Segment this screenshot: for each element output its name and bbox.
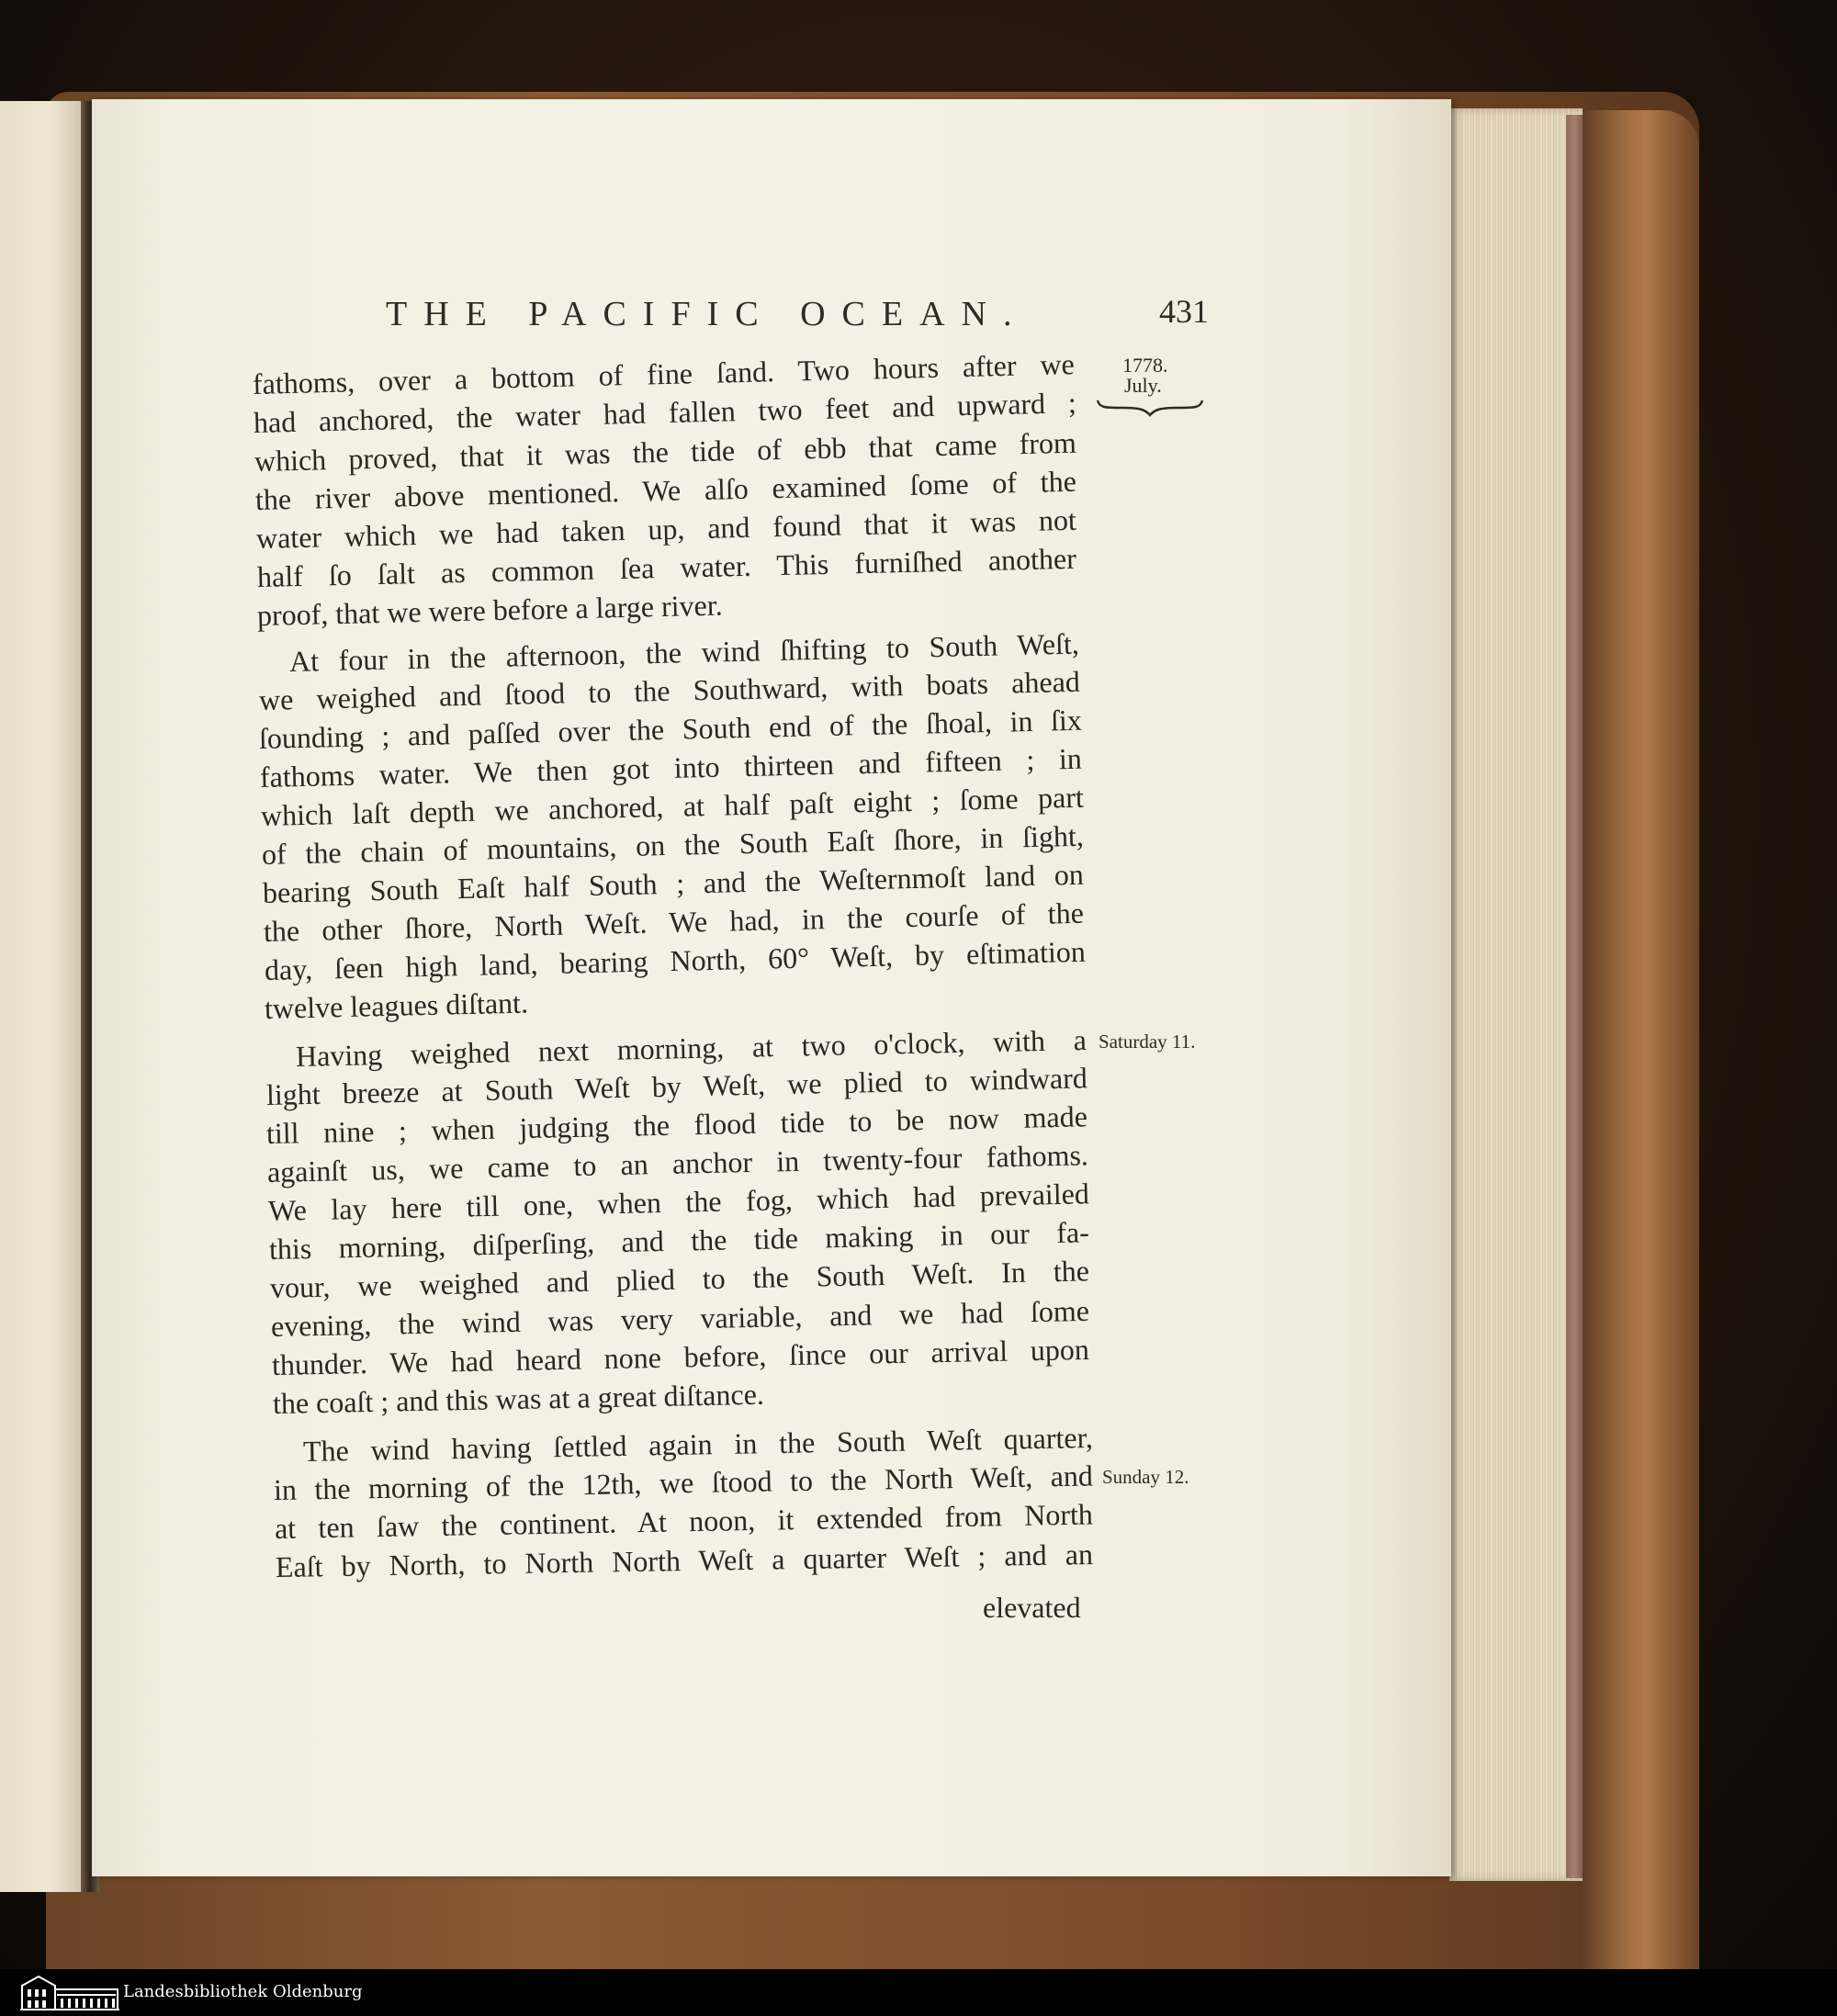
text-line: Having weighed next morning, at two o'clock, with a xyxy=(295,1022,1088,1073)
text-line: day, ſeen high land, bearing North, 60° Weſt, by eſtimation xyxy=(264,934,1087,986)
text-line: evening, the wind was very variable, and we had ſome xyxy=(270,1293,1090,1343)
text-line: fathoms water. We then got into thirteen and fifteen ; in xyxy=(259,741,1083,794)
text-line: twelve leagues diſtant. xyxy=(264,985,529,1025)
page-edge-band xyxy=(1566,115,1583,1878)
text-line: We lay here till one, when the fog, which had prevailed xyxy=(267,1177,1090,1227)
library-building-icon xyxy=(20,1973,119,2011)
text-line: thunder. We had heard none before, ſince our arrival upon xyxy=(271,1332,1090,1381)
text-line: light breeze at South Weſt by Weſt, we plied to windward xyxy=(265,1061,1088,1111)
margin-brace-icon xyxy=(1096,397,1204,417)
text-line: this morning, diſperſing, and the tide making in our fa- xyxy=(268,1215,1090,1266)
text-line: of the chain of mountains, on the South Eaſt ſhore, in ſight, xyxy=(261,818,1085,871)
running-head: THE PACIFIC OCEAN. xyxy=(386,295,1029,333)
text-line: the river above mentioned. We alſo examined ſome of the xyxy=(254,464,1077,516)
text-line: At four in the afternoon, the wind ſhifting to South Weſt, xyxy=(288,626,1080,678)
text-line: The wind having ſettled again in the South Weſt quarter, xyxy=(302,1420,1094,1468)
text-line: fathoms, over a bottom of fine ſand. Two hours after we xyxy=(252,347,1076,400)
text-line: half ſo ſalt as common ſea water. This furniſhed another xyxy=(256,541,1077,593)
margin-note-month: July. xyxy=(1124,374,1162,397)
text-line: the other ſhore, North Weſt. We had, in the courſe of the xyxy=(263,895,1085,948)
leather-edge xyxy=(1580,110,1699,1969)
library-name: Landesbibliothek Oldenburg xyxy=(123,1982,363,2001)
text-line: which laſt depth we anchored, at half paſt eight ; ſome part xyxy=(260,780,1085,832)
margin-note-sunday: Sunday 12. xyxy=(1102,1466,1189,1488)
page-edges xyxy=(1449,108,1583,1881)
text-line: water which we had taken up, and found that it was not xyxy=(255,502,1077,555)
text-line: we weighed and ſtood to the Southward, with boats ahead xyxy=(258,664,1081,716)
text-line: had anchored, the water had fallen two feet and upward ; xyxy=(253,386,1077,439)
text-line: at ten ſaw the continent. At noon, it extended from North xyxy=(274,1497,1094,1545)
text-line: the coaſt ; and this was at a great diſtance. xyxy=(272,1377,765,1420)
text-line: in the morning of the 12th, we ſtood to the North Weſt, and xyxy=(273,1459,1094,1506)
text-line: bearing South Eaſt half South ; and the Weſternmoſt land on xyxy=(262,857,1085,909)
text-line: proof, that we were before a large river. xyxy=(256,588,723,632)
text-line: elevated xyxy=(983,1591,1081,1624)
text-line: ſounding ; and paſſed over the South end of the ſhoal, in ſix xyxy=(258,703,1083,755)
text-line: againſt us, we came to an anchor in twenty-four fathoms. xyxy=(266,1138,1089,1188)
text-line: Eaſt by North, to North North Weſt a quarter Weſt ; and an xyxy=(275,1537,1094,1583)
text-line: till nine ; when judging the flood tide to be now made xyxy=(265,1099,1088,1150)
left-facing-page xyxy=(0,101,85,1892)
margin-note-saturday: Saturday 11. xyxy=(1099,1031,1196,1053)
margin-note-year: 1778. xyxy=(1122,354,1168,377)
text-line: vour, we weighed and plied to the South Weſt. In the xyxy=(269,1254,1090,1304)
page-number: 431 xyxy=(1159,293,1209,330)
text-line: which proved, that it was the tide of ebb that came from xyxy=(254,425,1077,478)
